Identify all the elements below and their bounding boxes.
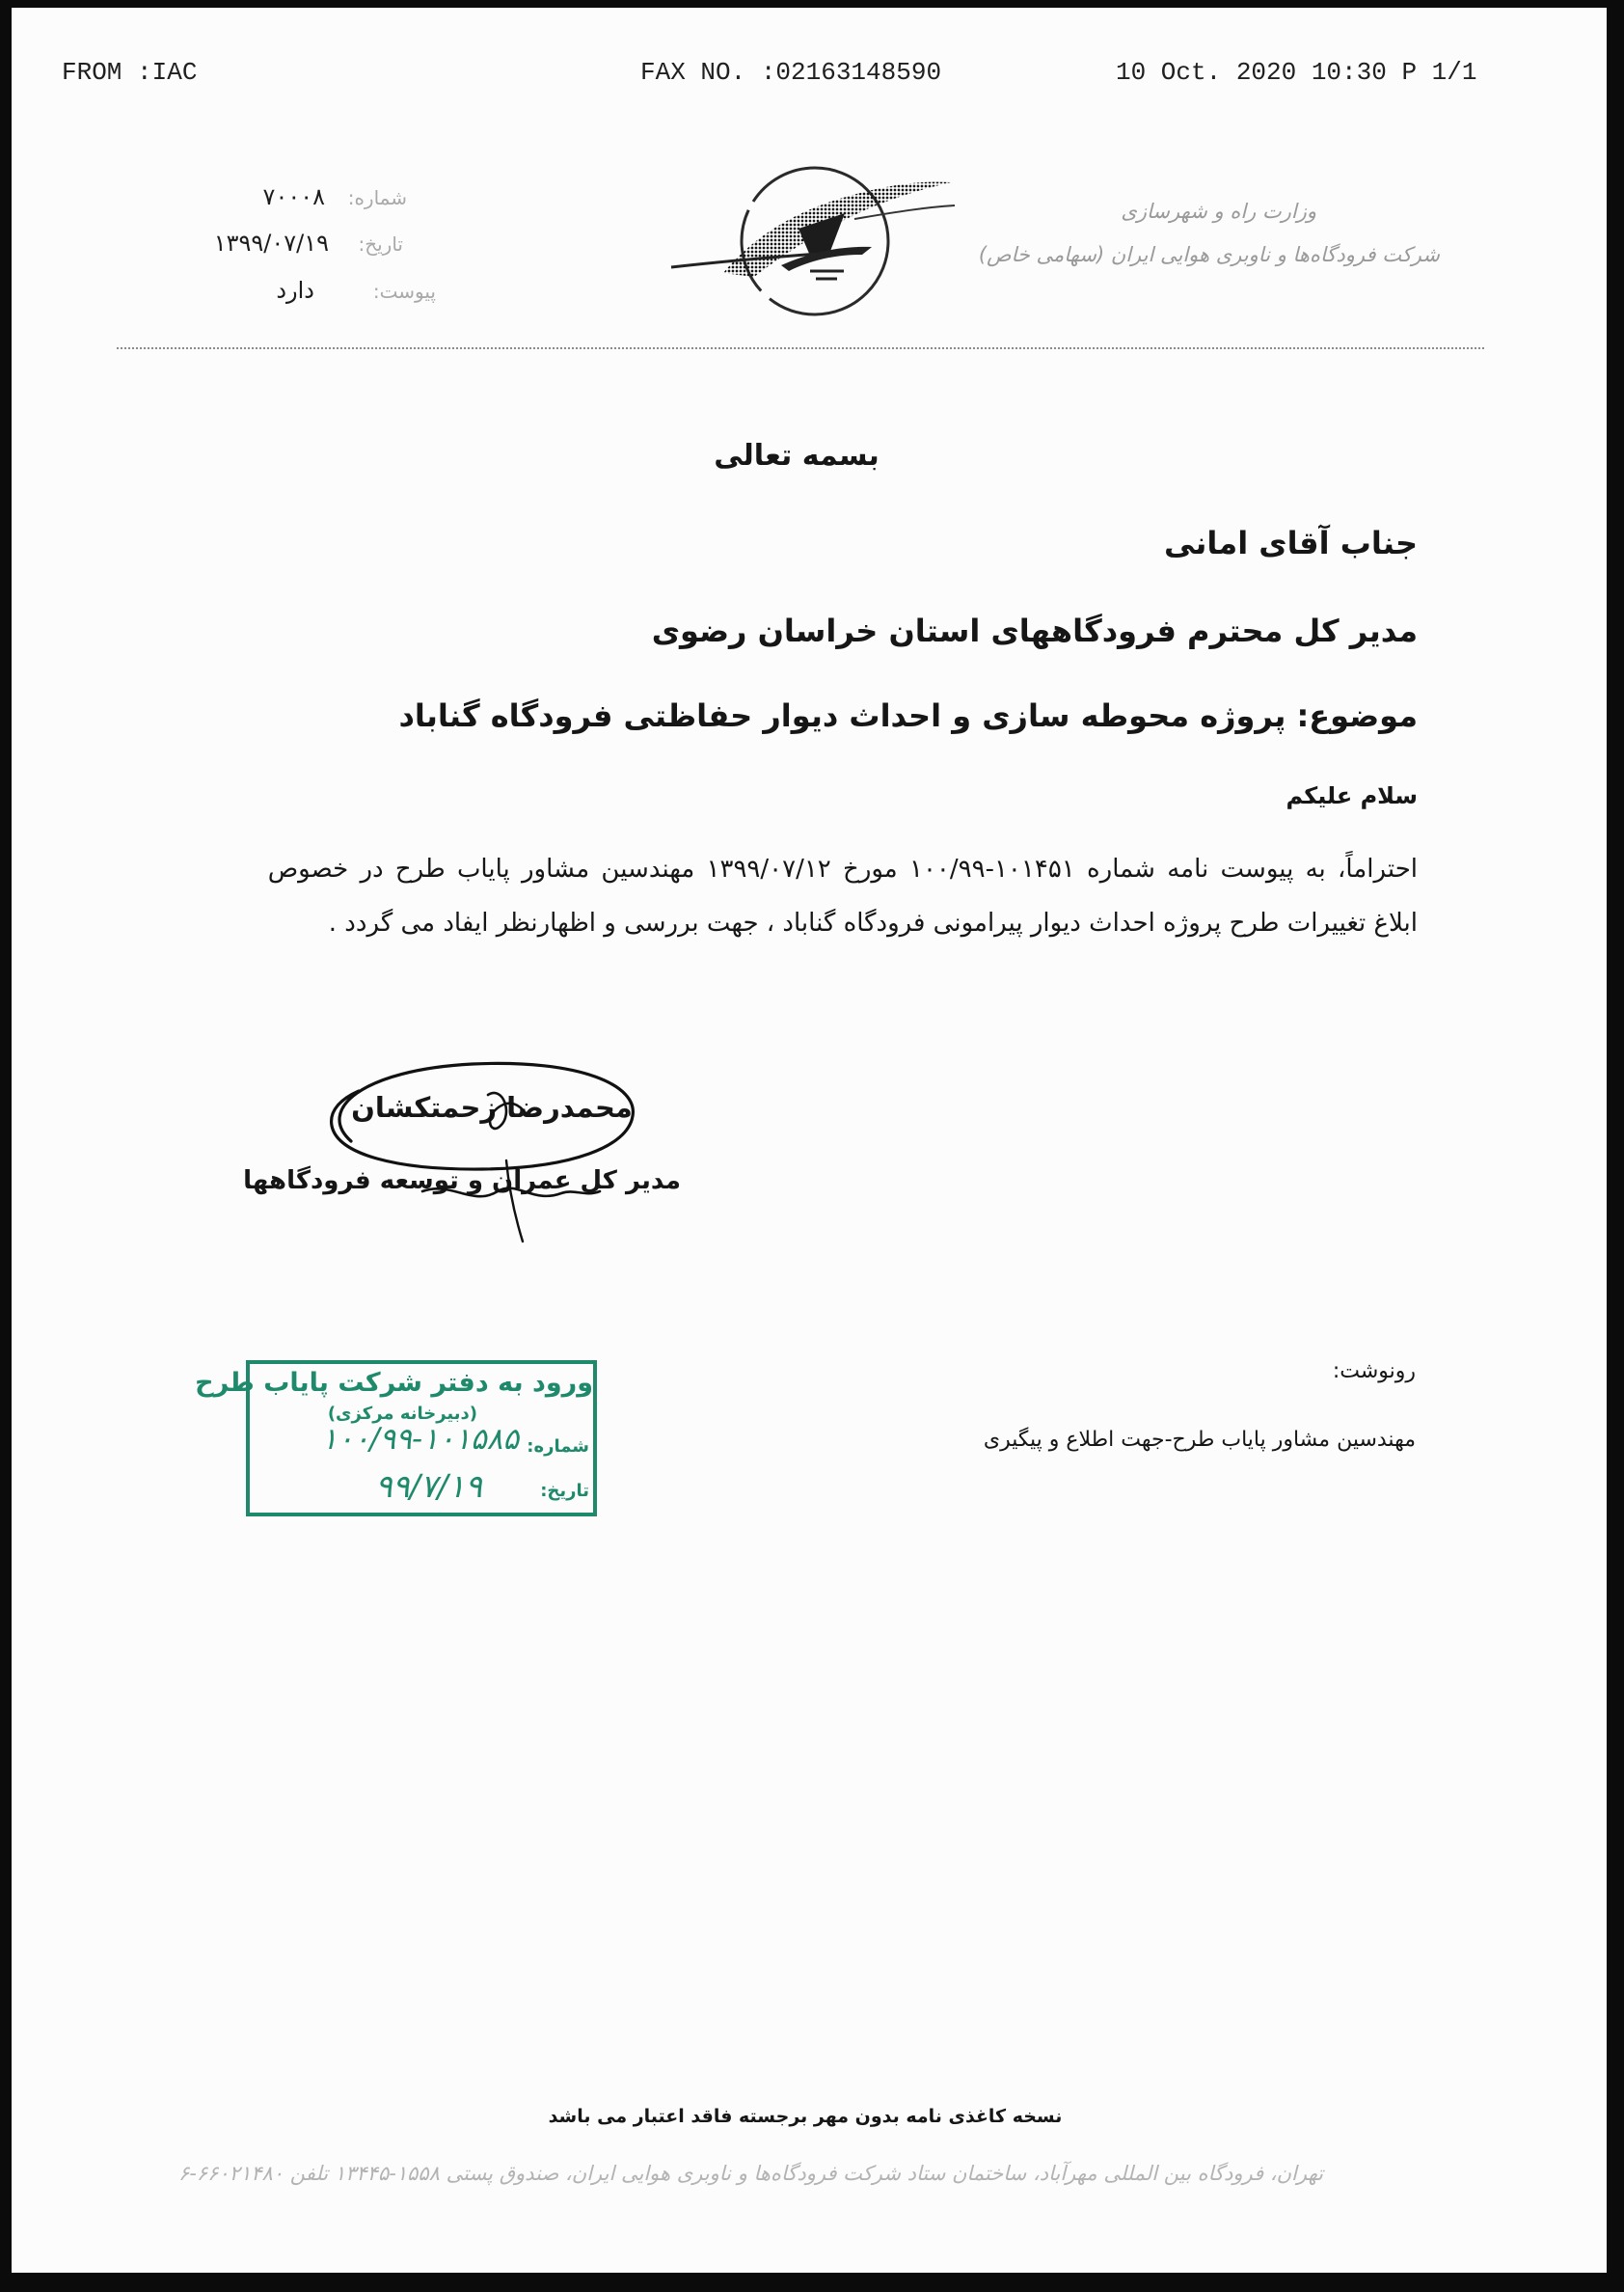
signatory-name: محمدرضا زحمتکشان	[351, 1091, 633, 1124]
letter-attachment-value: دارد	[276, 277, 314, 304]
recipient-title: مدیر کل محترم فرودگاههای استان خراسان رضوی	[651, 613, 1418, 649]
letter-date-value: ۱۳۹۹/۰۷/۱۹	[213, 230, 329, 257]
handwritten-signature	[309, 1047, 685, 1249]
letter-number-label: شماره:	[347, 186, 407, 209]
letterhead-divider	[117, 347, 1484, 349]
fax-from: FROM :IAC	[62, 58, 198, 87]
airports-company-logo-icon	[665, 157, 964, 326]
letter-attachment-label: پیوست:	[372, 280, 436, 303]
stamp-title: ورود به دفتر شرکت پایاب طرح	[195, 1368, 593, 1398]
body-line-1-dated: مورخ	[843, 855, 898, 884]
stamp-date-value: ۹۹/۷/۱۹	[375, 1467, 482, 1505]
stamp-number-value: ۱۰۰/۹۹-۱۰۱۵۸۵	[321, 1422, 519, 1457]
greeting: سلام علیکم	[1286, 782, 1418, 809]
invocation: بسمه تعالی	[714, 439, 880, 473]
letter-date-label: تاریخ:	[358, 232, 403, 256]
body-line-2: ابلاغ تغییرات طرح پروژه احداث دیوار پیرامونی فرودگاه گناباد ، جهت بررسی و اظهارنظر ایفاد می گردد .	[328, 909, 1418, 938]
fax-number: FAX NO. :02163148590	[640, 58, 942, 87]
letter-number-value: ۷۰۰۰۸	[262, 183, 325, 210]
body-line-1-end: مهندسین مشاور پایاب طرح در خصوص	[267, 855, 695, 884]
reference-letter-date: ۱۳۹۹/۰۷/۱۲	[706, 855, 831, 884]
signature-loop	[488, 1093, 527, 1129]
letterhead-company: شرکت فرودگاه‌ها و ناوبری هوایی ایران (سهامی خاص)	[978, 243, 1440, 266]
footer-address: تهران، فرودگاه بین المللی مهرآباد، ساختمان ستاد شرکت فرودگاه‌ها و ناوبری هوایی ایران، صندوق پستی ۱۵۵۸-۱۳۴۴۵ تلفن ۶۶۰۲۱۴۸۰-۶	[177, 2162, 1323, 2185]
fax-datetime-page: 10 Oct. 2020 10:30 P 1/1	[1116, 58, 1477, 87]
letter-subject: موضوع: پروژه محوطه سازی و احداث دیوار حفاظتی فرودگاه گناباد	[398, 697, 1418, 734]
cc-label: رونوشت:	[1332, 1359, 1416, 1383]
body-line-1-start: احتراماً، به پیوست نامه شماره	[1087, 855, 1418, 884]
stamp-number-label: شماره:	[527, 1436, 589, 1457]
signature-tail	[506, 1160, 523, 1242]
stamp-subtitle: (دبیرخانه مرکزی)	[327, 1404, 477, 1424]
reference-letter-number: ۱۰۰/۹۹-۱۰۱۴۵۱	[909, 855, 1075, 884]
body-line-1	[268, 854, 1418, 887]
signature-oval	[332, 1063, 634, 1169]
receipt-stamp	[195, 1360, 597, 1516]
stamp-date-label: تاریخ:	[540, 1481, 589, 1501]
cc-recipient: مهندسین مشاور پایاب طرح-جهت اطلاع و پیگیری	[983, 1428, 1416, 1452]
recipient-name: جناب آقای امانی	[1163, 525, 1418, 561]
validity-note: نسخه کاغذی نامه بدون مهر برجسته فاقد اعتبار می باشد	[548, 2106, 1063, 2127]
letterhead-ministry: وزارت راه و شهرسازی	[1121, 200, 1316, 223]
signatory-title: مدیر کل عمران و توسعه فرودگاهها	[243, 1166, 681, 1195]
